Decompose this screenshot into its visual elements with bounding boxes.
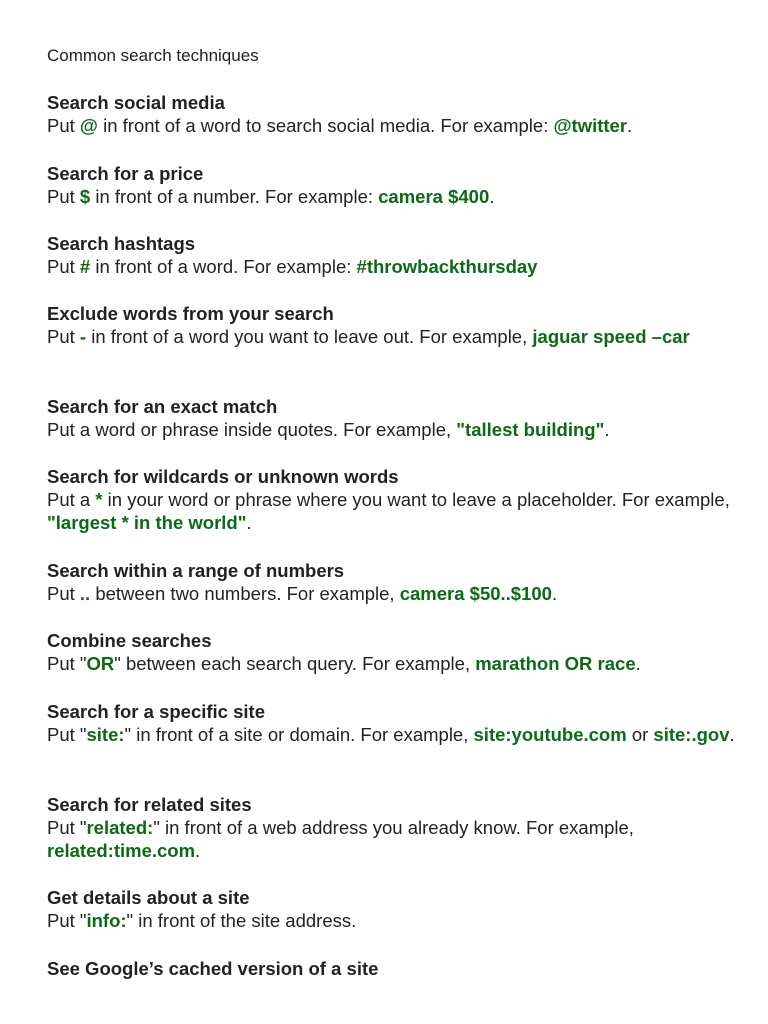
example-keyword: * bbox=[95, 489, 103, 510]
description-text: Put " bbox=[47, 910, 87, 931]
description-text: " in front of the site address. bbox=[126, 910, 357, 931]
section-search-price bbox=[47, 162, 737, 208]
example-keyword: "largest * in the world" bbox=[47, 512, 247, 533]
section-related-sites bbox=[47, 793, 737, 862]
example-keyword: @ bbox=[79, 115, 98, 136]
description-text: in front of a number. For example: bbox=[90, 186, 379, 207]
description-text: or bbox=[626, 724, 654, 745]
description-text: " in front of a site or domain. For example, bbox=[124, 724, 474, 745]
section-range-of-numbers bbox=[47, 559, 737, 605]
section-description bbox=[47, 114, 737, 137]
description-text: " between each search query. For example, bbox=[114, 653, 476, 674]
section-description bbox=[47, 582, 737, 605]
description-text: . bbox=[729, 724, 735, 745]
example-keyword: - bbox=[79, 326, 87, 347]
description-text: . bbox=[551, 583, 558, 604]
description-text: Put bbox=[47, 583, 80, 604]
description-text: Put bbox=[47, 326, 80, 347]
section-exact-match bbox=[47, 395, 737, 441]
example-keyword: related: bbox=[86, 817, 154, 838]
section-heading: Search hashtags bbox=[47, 233, 196, 254]
example-keyword: OR bbox=[86, 653, 115, 674]
section-heading: Search for wildcards or unknown words bbox=[47, 466, 399, 487]
section-wildcards bbox=[47, 465, 737, 534]
example-keyword: marathon OR race bbox=[475, 653, 636, 674]
description-text: Put " bbox=[47, 653, 87, 674]
section-heading: Search for an exact match bbox=[47, 396, 278, 417]
example-keyword: $ bbox=[79, 186, 91, 207]
section-description bbox=[47, 418, 737, 441]
section-heading: Search for a specific site bbox=[47, 701, 265, 722]
section-search-hashtags bbox=[47, 232, 737, 278]
section-description bbox=[47, 909, 737, 932]
example-keyword: # bbox=[79, 256, 91, 277]
description-text: . bbox=[195, 840, 201, 861]
example-keyword: related:time.com bbox=[47, 840, 196, 861]
description-text: Put a word or phrase inside quotes. For example, bbox=[47, 419, 457, 440]
section-heading: Search social media bbox=[47, 92, 225, 113]
example-keyword: camera $400 bbox=[378, 186, 490, 207]
description-text: in your word or phrase where you want to leave a placeholder. For example, bbox=[102, 489, 730, 510]
description-text: Put bbox=[47, 256, 80, 277]
description-text: in front of a word you want to leave out. For example, bbox=[86, 326, 533, 347]
section-combine-searches bbox=[47, 629, 737, 675]
example-keyword: jaguar speed –car bbox=[532, 326, 690, 347]
description-text: Put bbox=[47, 186, 80, 207]
example-keyword: "tallest building" bbox=[456, 419, 605, 440]
description-text: . bbox=[627, 115, 633, 136]
section-heading: Search for a price bbox=[47, 163, 204, 184]
description-text: Put a bbox=[47, 489, 96, 510]
description-text: . bbox=[489, 186, 495, 207]
section-description bbox=[47, 723, 737, 746]
example-keyword: info: bbox=[86, 910, 127, 931]
description-text: Put bbox=[47, 115, 80, 136]
description-text: Put " bbox=[47, 724, 87, 745]
description-text: . bbox=[635, 653, 641, 674]
example-keyword: site:youtube.com bbox=[473, 724, 627, 745]
section-search-social-media bbox=[47, 91, 737, 137]
section-heading: Combine searches bbox=[47, 630, 212, 651]
example-keyword: site: bbox=[86, 724, 125, 745]
description-text: in front of a word. For example: bbox=[90, 256, 357, 277]
section-heading: Get details about a site bbox=[47, 887, 250, 908]
description-text: " in front of a web address you already know. For example, bbox=[153, 817, 634, 838]
section-description bbox=[47, 488, 737, 534]
section-site-details bbox=[47, 886, 737, 932]
example-keyword: #throwbackthursday bbox=[356, 256, 538, 277]
section-description bbox=[47, 325, 737, 348]
section-description bbox=[47, 255, 737, 278]
section-heading: Search within a range of numbers bbox=[47, 560, 345, 581]
description-text: . bbox=[246, 512, 252, 533]
section-description bbox=[47, 652, 737, 675]
section-exclude-words bbox=[47, 302, 737, 348]
section-description bbox=[47, 185, 737, 208]
section-description bbox=[47, 816, 737, 862]
description-text: . bbox=[604, 419, 610, 440]
document-title: Common search techniques bbox=[47, 46, 259, 65]
example-keyword: @twitter bbox=[553, 115, 628, 136]
example-keyword: site:.gov bbox=[653, 724, 730, 745]
example-keyword: .. bbox=[79, 583, 91, 604]
section-heading: Search for related sites bbox=[47, 794, 252, 815]
description-text: between two numbers. For example, bbox=[90, 583, 400, 604]
section-heading: Exclude words from your search bbox=[47, 303, 334, 324]
section-heading: See Google’s cached version of a site bbox=[47, 958, 379, 979]
section-cached-version bbox=[47, 957, 737, 980]
section-specific-site bbox=[47, 700, 737, 746]
description-text: in front of a word to search social media. For example: bbox=[97, 115, 554, 136]
description-text: Put " bbox=[47, 817, 87, 838]
example-keyword: camera $50..$100 bbox=[399, 583, 552, 604]
